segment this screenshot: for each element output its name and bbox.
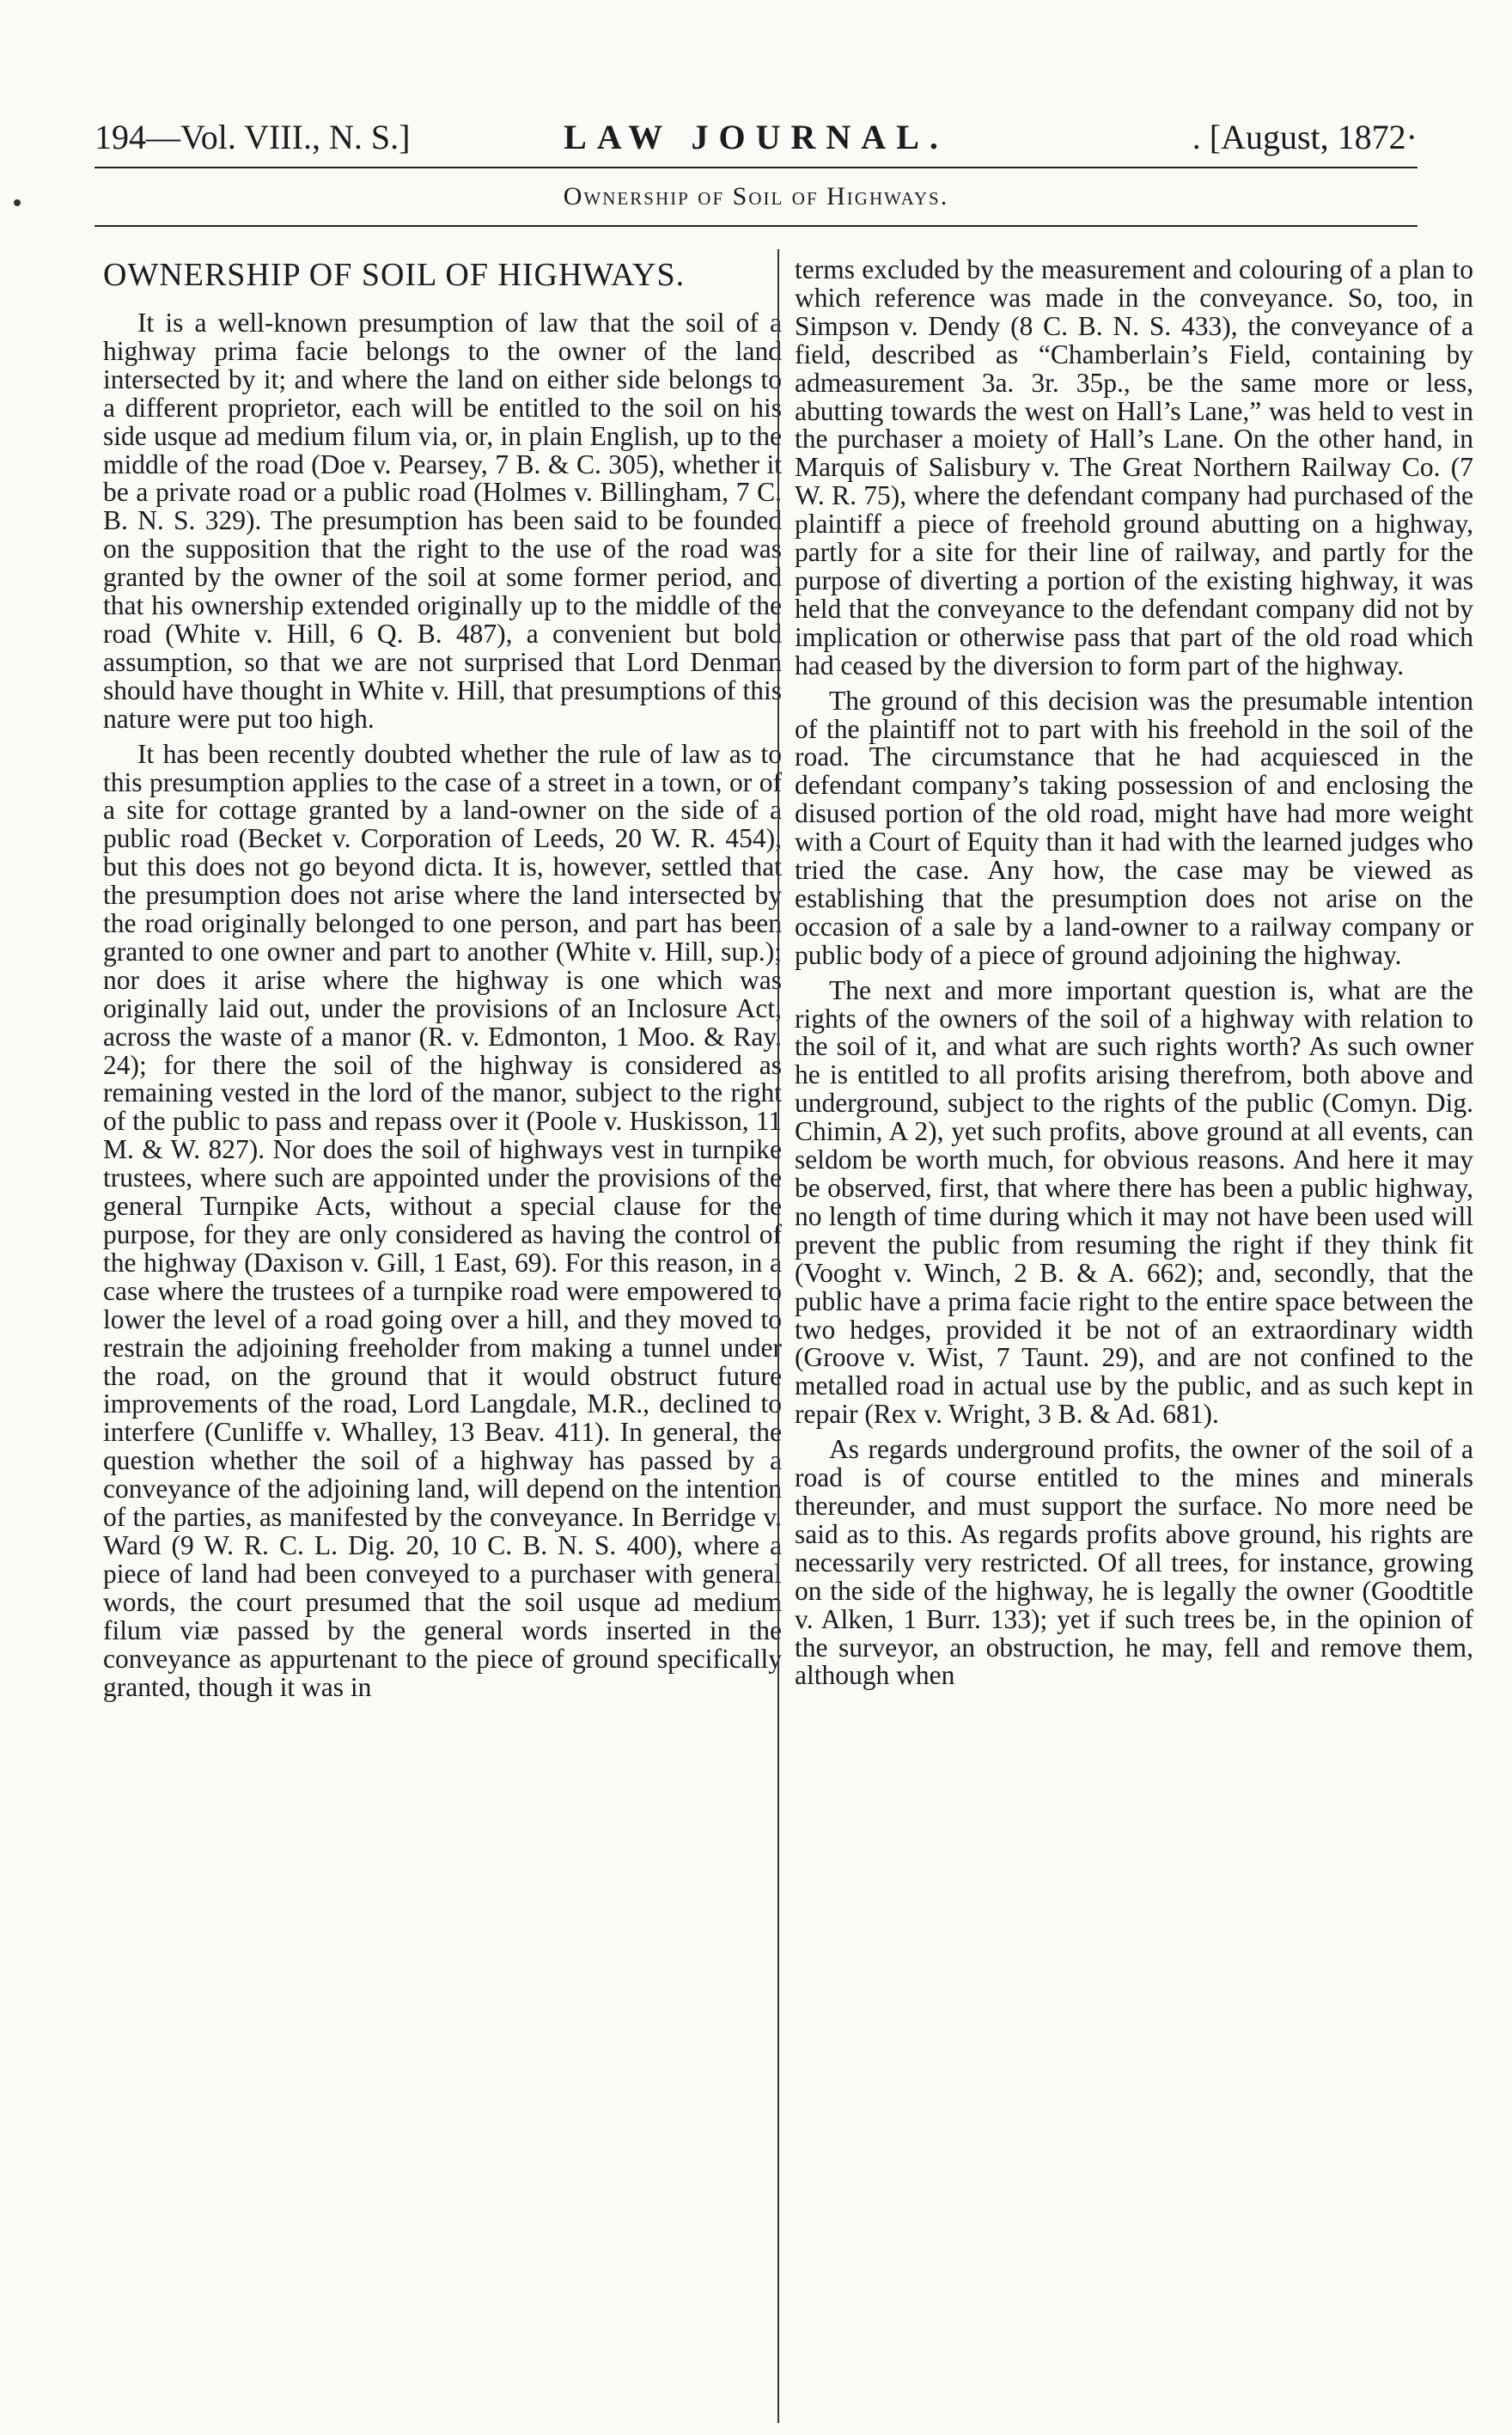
section-rule (94, 225, 1418, 227)
paragraph: It has been recently doubted whether the rule of law as to this presumption applies to the case of a street in a town, or of a site for cottage granted by a land-owner on the side of a public road (Becket v. Corporation of Leeds, 20 W. R. 454), but this does not go beyond dicta. It is, however, settled that the presumption does not arise where the land intersected by the road originally belonged to one person, and part has been granted to one owner and part to another (White v. Hill, sup.); nor does it arise where the highway is one which was originally laid out, under the provisions of an Inclosure Act, across the waste of a manor (R. v. Edmonton, 1 Moo. & Ray. 24); for there the soil of the highway is considered as remaining vested in the lord of the manor, subject to the right of the public to pass and repass over it (Poole v. Huskisson, 11 M. & W. 827). Nor does the soil of highways vest in turnpike trustees, where such are appointed under the provisions of the general Turnpike Acts, without a special clause for the purpose, for they are only considered as having the control of the highway (Daxison v. Gill, 1 East, 69). For this reason, in a case where the trustees of a turnpike road were empowered to lower the level of a road going over a hill, and they moved to restrain the adjoining freeholder from making a tunnel under the road, on the ground that it would obstruct future improvements of the road, Lord Langdale, M.R., declined to interfere (Cunliffe v. Whalley, 13 Beav. 411). In general, the question whether the soil of a highway has passed by a conveyance of the adjoining land, will depend on the intention of the parties, as manifested by the conveyance. In Berridge v. Ward (9 W. R. C. L. Dig. 20, 10 C. B. N. S. 400), where a piece of land had been conveyed to a purchaser with general words, the court presumed that the soil usque ad medium filum viæ passed by the general words inserted in the conveyance as appurtenant to the piece of ground specifically granted, though it was in (103, 738, 782, 1702)
header-rule (94, 167, 1418, 168)
article-title: OWNERSHIP OF SOIL OF HIGHWAYS. (103, 257, 686, 293)
running-head (94, 117, 1418, 160)
margin-mark (14, 199, 21, 206)
issue-date: . [August, 1872· (1192, 118, 1418, 156)
page-number-volume: 194—Vol. VIII., N. S.] (94, 118, 411, 156)
right-column (795, 256, 1473, 1697)
journal-title: LAW JOURNAL. (564, 118, 948, 156)
paragraph: As regards underground profits, the owner of the soil of a road is of course entitled to the mines and minerals thereunder, and must support the surface. No more need be said as to this. As regards profits above ground, his rights are necessarily very restricted. Of all trees, for instance, growing on the side of the highway, he is legally the owner (Goodtitle v. Alken, 1 Burr. 133); yet if such trees be, in the opinion of the surveyor, an obstruction, he may, fell and remove them, although when (795, 1434, 1473, 1691)
paragraph: terms excluded by the measurement and colouring of a plan to which reference was made in the conveyance. So, too, in Simpson v. Dendy (8 C. B. N. S. 433), the conveyance of a field, described as “Chamberlain’s Field, containing by admeasurement 3a. 3r. 35p., be the same more or less, abutting towards the west on Hall’s Lane,” was held to vest in the purchaser a moiety of Hall’s Lane. On the other hand, in Marquis of Salisbury v. The Great Northern Railway Co. (7 W. R. 75), where the defendant company had purchased of the plaintiff a piece of freehold ground abutting on a highway, partly for a site for their line of railway, and partly for the purpose of diverting a portion of the existing highway, it was held that the conveyance to the defendant company did not by implication or otherwise pass that part of the old road which had ceased by the diversion to form part of the highway. (795, 254, 1473, 680)
paragraph: The next and more important question is, what are the rights of the owners of the soil of a highway with relation to the soil of it, and what are such rights worth? As such owner he is entitled to all profits arising therefrom, both above and underground, subject to the rights of the public (Comyn. Dig. Chimin, A 2), yet such profits, above ground at all events, can seldom be worth much, for obvious reasons. And here it may be observed, first, that where there has been a public highway, no length of time during which it may not have been used will prevent the public from resuming the right if they think fit (Vooght v. Winch, 2 B. & A. 662); and, secondly, that the public have a prima facie right to the entire space between the two hedges, provided it be not of an extraordinary width (Groove v. Wist, 7 Taunt. 29), and are not confined to the metalled road in actual use by the public, and as such kept in repair (Rex v. Wright, 3 B. & Ad. 681). (795, 974, 1473, 1430)
paragraph: It is a well-known presumption of law that the soil of a highway prima facie belongs to the owner of the land intersected by it; and where the land on either side belongs to a different proprietor, each will be entitled to the soil on his side usque ad medium filum via, or, in plain English, up to the middle of the road (Doe v. Pearsey, 7 B. & C. 305), whether it be a private road or a public road (Holmes v. Billingham, 7 C. B. N. S. 329). The presumption has been said to be founded on the supposition that the right to the use of the road was granted by the owner of the soil at some former period, and that his ownership extended originally up to the middle of the road (White v. Hill, 6 Q. B. 487), a convenient but bold assumption, so that we are not surprised that Lord Denman should have thought in White v. Hill, that presumptions of this nature were put too high. (103, 308, 782, 734)
column-divider (777, 249, 779, 2423)
section-heading: Ownership of Soil of Highways. (563, 182, 949, 211)
left-column (103, 256, 782, 1708)
paragraph: The ground of this decision was the presumable intention of the plaintiff not to part with his freehold in the soil of the road. The circumstance that he had acquiesced in the defendant company’s taking possession of and enclosing the disused portion of the old road, might have had more weight with a Court of Equity than it had with the learned judges who tried the case. Any how, the case may be viewed as establishing that the presumption does not arise on the occasion of a sale by a land-owner to a railway company or public body of a piece of ground adjoining the highway. (795, 685, 1473, 970)
